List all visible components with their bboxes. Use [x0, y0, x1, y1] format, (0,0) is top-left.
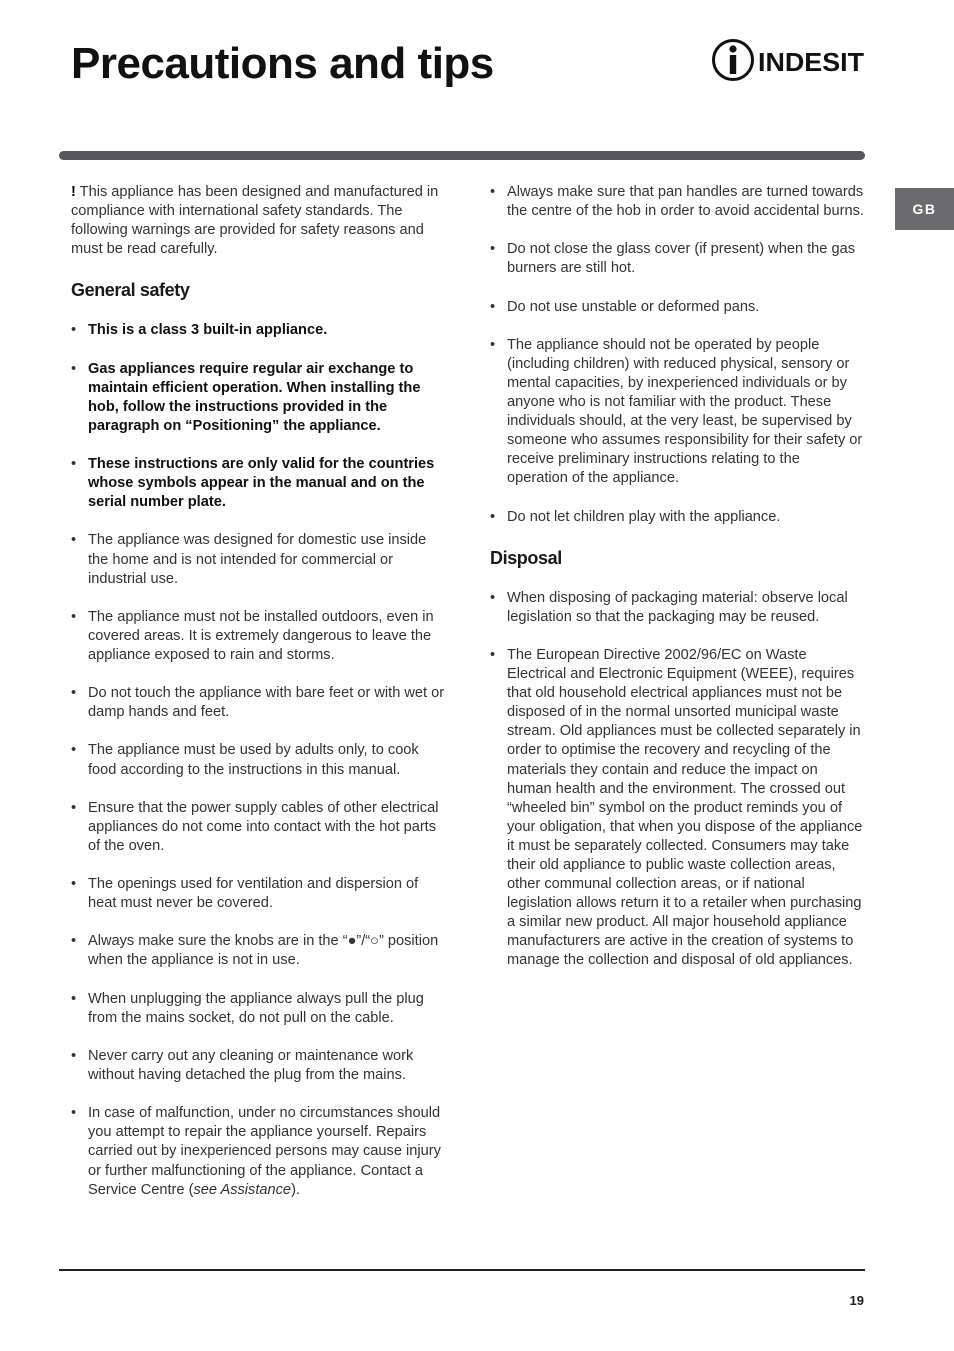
general-safety-list	[71, 321, 446, 1199]
header-rule	[59, 151, 865, 160]
left-column	[71, 183, 446, 1219]
brand-wordmark: INDESIT	[758, 47, 865, 77]
list-item	[490, 298, 864, 317]
disposal-list	[490, 589, 864, 971]
bullet-icon: •	[490, 589, 496, 606]
intro-paragraph	[71, 183, 446, 259]
list-item-text-end: ).	[291, 1181, 300, 1198]
bullet-icon: •	[71, 1105, 77, 1122]
list-item-text: This is a class 3 built-in appliance.	[88, 322, 328, 339]
list-item	[490, 646, 864, 971]
bullet-icon: •	[71, 322, 77, 339]
list-item-text: Gas appliances require regular air exchange to maintain efficient operation. When installing the hob, follow the instructions provided in the paragraph on “Positioning” the appliance.	[88, 360, 421, 434]
list-item-text: The European Directive 2002/96/EC on Waste Electrical and Electronic Equipment (WEEE), requires that old household electrical appliances must not be disposed of in the normal unsorted municipal waste stream. Old appliances must be collected separately in order to optimise the recovery and recycling of the materials they contain and reduce the impact on human health and the environment. The crossed out “wheeled bin” symbol on the product reminds you of your obligation, that when you dispose of the appliance it must be separately collected. Consumers may take their old appliance to public waste collection areas, other communal collection areas, or if national legislation allows return it to a retailer when purchasing a similar new product. All major household appliance manufacturers are active in the creation of systems to manage the collection and disposal of old appliances.	[507, 646, 863, 969]
list-item-text: When unplugging the appliance always pull the plug from the mains socket, do not pull on the cable.	[88, 990, 424, 1026]
list-item-text: Do not close the glass cover (if present) when the gas burners are still hot.	[507, 241, 855, 277]
list-item-text: The appliance must be used by adults only, to cook food according to the instructions in this manual.	[88, 742, 419, 778]
list-item-text: These instructions are only valid for the countries whose symbols appear in the manual and on the serial number plate.	[88, 456, 435, 511]
list-item	[71, 321, 446, 340]
disposal-heading: Disposal	[490, 547, 562, 568]
list-item	[71, 741, 446, 779]
list-item	[71, 608, 446, 665]
list-item	[490, 336, 864, 489]
bullet-icon: •	[490, 336, 496, 353]
list-item-text: Ensure that the power supply cables of other electrical appliances do not come into contact with the hot parts of the oven.	[88, 799, 439, 854]
list-item-text: The appliance was designed for domestic use inside the home and is not intended for commercial or industrial use.	[88, 532, 427, 587]
list-item-text: Never carry out any cleaning or maintenance work without having detached the plug from the mains.	[88, 1047, 414, 1084]
list-item	[490, 508, 864, 527]
list-item	[71, 684, 446, 722]
bullet-icon: •	[71, 933, 77, 950]
list-item	[71, 360, 446, 436]
list-item-text: The openings used for ventilation and dispersion of heat must never be covered.	[88, 876, 419, 912]
right-column	[490, 183, 864, 990]
list-item	[490, 589, 864, 627]
list-item-text: In case of malfunction, under no circumstances should you attempt to repair the appliance yourself. Repairs carried out by inexperienced persons may cause injury or further malfunctioning of the appliance. Contact a Service Centre (	[88, 1105, 441, 1198]
list-item	[490, 183, 864, 221]
list-item-text: Always make sure the knobs are in the “●”/“○” position when the appliance is not in use.	[88, 933, 439, 969]
assistance-reference: see Assistance	[193, 1181, 292, 1198]
bullet-icon: •	[490, 184, 496, 200]
list-item	[71, 531, 446, 588]
bullet-icon: •	[490, 241, 496, 258]
bullet-icon: •	[71, 1047, 77, 1064]
footer-rule	[59, 1269, 865, 1271]
bullet-icon: •	[71, 532, 77, 549]
list-item	[71, 799, 446, 856]
list-item	[71, 932, 446, 970]
page-title: Precautions and tips	[71, 39, 494, 88]
list-item	[71, 875, 446, 913]
list-item	[71, 1104, 446, 1199]
bullet-icon: •	[71, 742, 77, 759]
list-item-text: Do not touch the appliance with bare feet or with wet or damp hands and feet.	[88, 685, 445, 721]
indesit-logo	[712, 38, 866, 82]
bullet-icon: •	[490, 298, 496, 315]
list-item-text: The appliance should not be operated by people (including children) with reduced physical, sensory or mental capacities, by inexperienced individuals or by anyone who is not familiar with the product. These individuals should, at the very least, be supervised by someone who assumes responsibility for their safety or receive preliminary instructions relating to the operation of the appliance.	[507, 336, 863, 487]
page-number: 19	[849, 1293, 864, 1308]
list-item	[71, 455, 446, 512]
general-safety-list-continued	[490, 183, 864, 527]
list-item-text: The appliance must not be installed outdoors, even in covered areas. It is extremely dangerous to leave the appliance exposed to rain and storms.	[88, 608, 434, 663]
list-item	[71, 990, 446, 1028]
bullet-icon: •	[490, 508, 496, 525]
bullet-icon: •	[490, 646, 496, 663]
intro-text: This appliance has been designed and manufactured in compliance with international safety standards. The following warnings are provided for safety reasons and must be read carefully.	[71, 184, 439, 258]
general-safety-heading: General safety	[71, 280, 190, 301]
list-item	[490, 240, 864, 278]
bullet-icon: •	[71, 990, 77, 1007]
list-item	[71, 1047, 446, 1085]
list-item-text: Do not use unstable or deformed pans.	[507, 298, 760, 315]
list-item-text: When disposing of packaging material: observe local legislation so that the packaging may be reused.	[507, 589, 848, 625]
warning-mark: !	[71, 184, 76, 200]
bullet-icon: •	[71, 685, 77, 702]
bullet-icon: •	[71, 608, 77, 625]
bullet-icon: •	[71, 360, 77, 377]
list-item-text: Always make sure that pan handles are turned towards the centre of the hob in order to avoid accidental burns.	[507, 184, 864, 220]
bullet-icon: •	[71, 456, 77, 473]
language-tab[interactable]: GB	[895, 188, 954, 230]
bullet-icon: •	[71, 799, 77, 816]
bullet-icon: •	[71, 876, 77, 893]
list-item-text: Do not let children play with the appliance.	[507, 508, 781, 525]
